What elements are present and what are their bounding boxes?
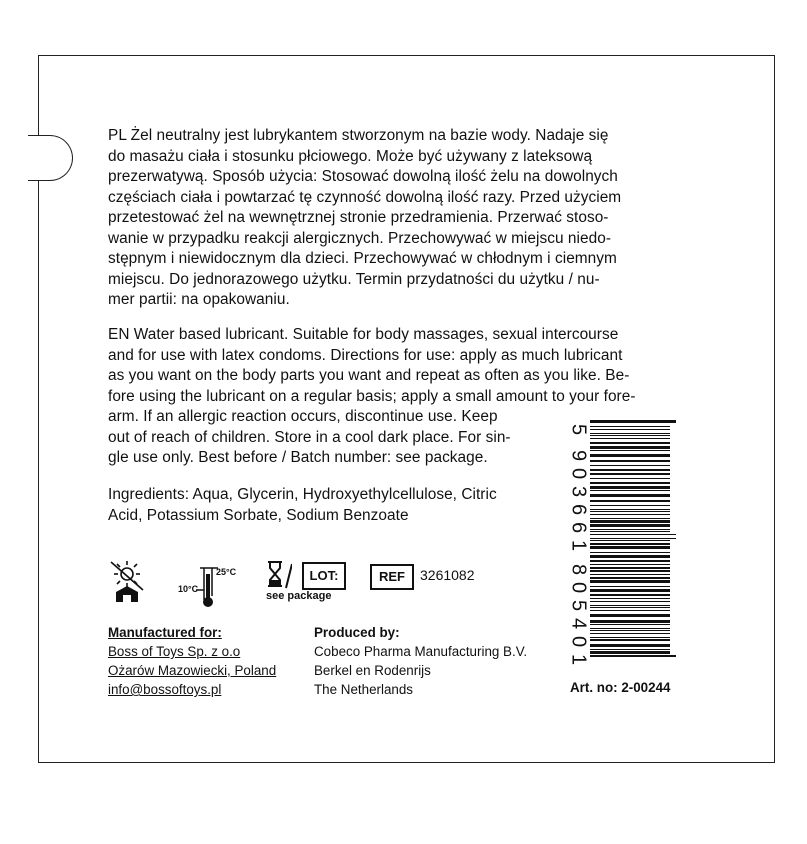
- barcode-bar: [590, 505, 670, 506]
- pl-line: przetestować żel na wewnętrznej stronie przedramienia. Przerwać stoso-: [108, 209, 609, 226]
- barcode-bar: [590, 433, 670, 434]
- barcode-bar: [590, 426, 670, 427]
- barcode-bar: [590, 601, 670, 602]
- en-line: out of reach of children. Store in a cool dark place. For sin-: [108, 428, 511, 446]
- lot-caption: see package: [266, 590, 332, 602]
- barcode-digits: [566, 418, 588, 668]
- barcode-bar: [590, 614, 670, 617]
- barcode-bar: [590, 580, 670, 583]
- en-line: and for use with latex condoms. Directions for use: apply as much lubricant: [108, 346, 623, 364]
- pl-line: stępnym i niewidocznym dla dzieci. Przechowywać w chłodnym i ciemnym: [108, 250, 617, 267]
- barcode-bar: [590, 651, 670, 654]
- article-number: Art. no: 2-00244: [570, 680, 671, 695]
- pl-line: częściach ciała i powtarzać tę czynność dowolną ilość razy. Przed użyciem: [108, 188, 622, 206]
- barcode-bar: [590, 478, 670, 479]
- produced-by-header: Produced by:: [314, 625, 400, 640]
- barcode-bar: [590, 518, 670, 519]
- pl-line: prezerwatywą. Sposób użycia: Stosować dowolną ilość żelu na dowolnych: [108, 168, 618, 185]
- barcode-bar: [590, 531, 670, 532]
- barcode-bar: [590, 429, 670, 430]
- barcode-bar: [590, 560, 670, 562]
- barcode-bar: [590, 649, 670, 650]
- barcode-bar: [590, 514, 670, 515]
- barcode-digit: 6: [567, 503, 590, 516]
- barcode-bar: [590, 509, 670, 510]
- barcode-bar: [590, 574, 670, 575]
- barcode-digit: 9: [567, 449, 590, 462]
- barcode-bar: [590, 564, 670, 565]
- barcode-bar: [590, 490, 670, 491]
- barcode-bar: [590, 473, 670, 475]
- ingredients-line: Acid, Potassium Sorbate, Sodium Benzoate: [108, 506, 409, 524]
- barcode-bar: [590, 620, 670, 623]
- barcode-bar: [590, 633, 670, 634]
- barcode-bar: [590, 607, 670, 608]
- barcode-digit: 1: [567, 539, 590, 552]
- barcode-bar: [590, 454, 670, 457]
- barcode-bar: [590, 543, 670, 545]
- barcode-bar: [590, 500, 670, 502]
- barcode-digit: 1: [567, 653, 590, 666]
- pl-line: PL Żel neutralny jest lubrykantem stworzonym na bazie wody. Nadaje się: [108, 127, 609, 144]
- barcode-bar: [590, 442, 670, 444]
- temp-low-label: 10°C: [178, 584, 199, 594]
- company-name: Boss of Toys Sp. z o.o: [108, 644, 241, 659]
- barcode-bar: [590, 570, 670, 572]
- barcode-bar: [590, 438, 670, 439]
- symbol-row: [106, 560, 506, 610]
- barcode-bar: [590, 637, 670, 638]
- barcode-digit: 5: [567, 423, 590, 436]
- barcode-bar: [590, 540, 670, 541]
- en-line: as you want on the body parts you want and repeat as often as you like. Be-: [108, 367, 630, 384]
- lot-label: LOT:: [302, 562, 346, 590]
- producer-name: Cobeco Pharma Manufacturing B.V.: [314, 644, 528, 659]
- barcode-bar: [590, 511, 670, 512]
- barcode-bar: [590, 534, 676, 535]
- barcode-digit: 0: [567, 581, 590, 594]
- producer-country: The Netherlands: [314, 682, 413, 697]
- temperature-limit-icon: [178, 560, 242, 610]
- keep-away-from-sunlight-icon: [106, 560, 148, 604]
- barcode-bar: [590, 630, 670, 631]
- barcode-bar: [590, 655, 676, 657]
- ingredients-list: [108, 485, 497, 526]
- pl-line: miejscu. Do jednorazowego użytku. Termin przydatności du użytku / nu-: [108, 270, 600, 288]
- barcode-bar: [590, 546, 670, 549]
- barcode-digit: 0: [567, 635, 590, 648]
- ingredients-line: Ingredients: Aqua, Glycerin, Hydroxyethylcellulose, Citric: [108, 486, 497, 503]
- barcode-bar: [590, 577, 670, 579]
- barcode-digit: 5: [567, 599, 590, 612]
- pl-line: mer partii: na opakowaniu.: [108, 291, 290, 308]
- barcode-bar: [590, 598, 670, 599]
- barcode-bar: [590, 524, 670, 527]
- barcode-digit: 3: [567, 485, 590, 498]
- en-line: EN Water based lubricant. Suitable for body massages, sexual intercourse: [108, 326, 619, 343]
- english-instructions: [108, 325, 636, 469]
- barcode-bar: [590, 465, 670, 466]
- barcode-bar: [590, 639, 670, 641]
- barcode-bars: [590, 420, 676, 660]
- en-line: arm. If an allergic reaction occurs, discontinue use. Keep: [108, 408, 498, 425]
- barcode-bar: [590, 469, 670, 471]
- expiry-hourglass-icon: [266, 560, 292, 592]
- barcode-digit: 8: [567, 563, 590, 576]
- barcode-digit: 0: [567, 467, 590, 480]
- barcode-digit: 6: [567, 521, 590, 534]
- barcode-bar: [590, 486, 670, 489]
- manufactured-for-block: [108, 623, 276, 699]
- producer-city: Berkel en Rodenrijs: [314, 663, 431, 678]
- company-location: Ożarów Mazowiecki, Poland: [108, 663, 277, 678]
- ref-label: REF: [370, 564, 414, 590]
- barcode-bar: [590, 605, 670, 606]
- en-line: fore using the lubricant on a regular basis; apply a small amount to your fore-: [108, 387, 636, 405]
- barcode-bar: [590, 520, 670, 523]
- barcode-bar: [590, 624, 670, 625]
- temp-high-label: 25°C: [216, 567, 237, 577]
- barcode-bar: [590, 435, 670, 436]
- barcode-bar: [590, 555, 670, 558]
- barcode-bar: [590, 529, 670, 530]
- company-email: info@bossoftoys.pl: [108, 682, 222, 697]
- barcode-bar: [590, 628, 670, 629]
- manufactured-for-header: Manufactured for:: [108, 625, 222, 640]
- barcode-bar: [590, 586, 670, 587]
- barcode-digit: 4: [567, 617, 590, 630]
- barcode-bar: [590, 594, 670, 596]
- polish-instructions: [108, 126, 621, 311]
- barcode-bar: [590, 494, 670, 497]
- barcode-bar: [590, 567, 670, 569]
- ref-number: 3261082: [420, 567, 475, 583]
- pl-line: do masażu ciała i stosunku płciowego. Może być używany z lateksową: [108, 147, 593, 165]
- barcode-bar: [590, 446, 670, 449]
- barcode-bar: [590, 420, 676, 423]
- barcode-bar: [590, 538, 676, 539]
- barcode-bar: [590, 644, 670, 647]
- produced-by-block: [314, 623, 527, 699]
- barcode-bar: [590, 610, 670, 611]
- barcode-bar: [590, 450, 670, 451]
- pl-line: wanie w przypadku reakcji alergicznych. Przechowywać w miejscu niedo-: [108, 229, 611, 247]
- barcode: [566, 418, 676, 668]
- barcode-bar: [590, 589, 670, 592]
- barcode-bar: [590, 460, 670, 462]
- en-line: gle use only. Best before / Batch number: see package.: [108, 449, 488, 466]
- barcode-bar: [590, 482, 670, 484]
- barcode-bar: [590, 552, 670, 553]
